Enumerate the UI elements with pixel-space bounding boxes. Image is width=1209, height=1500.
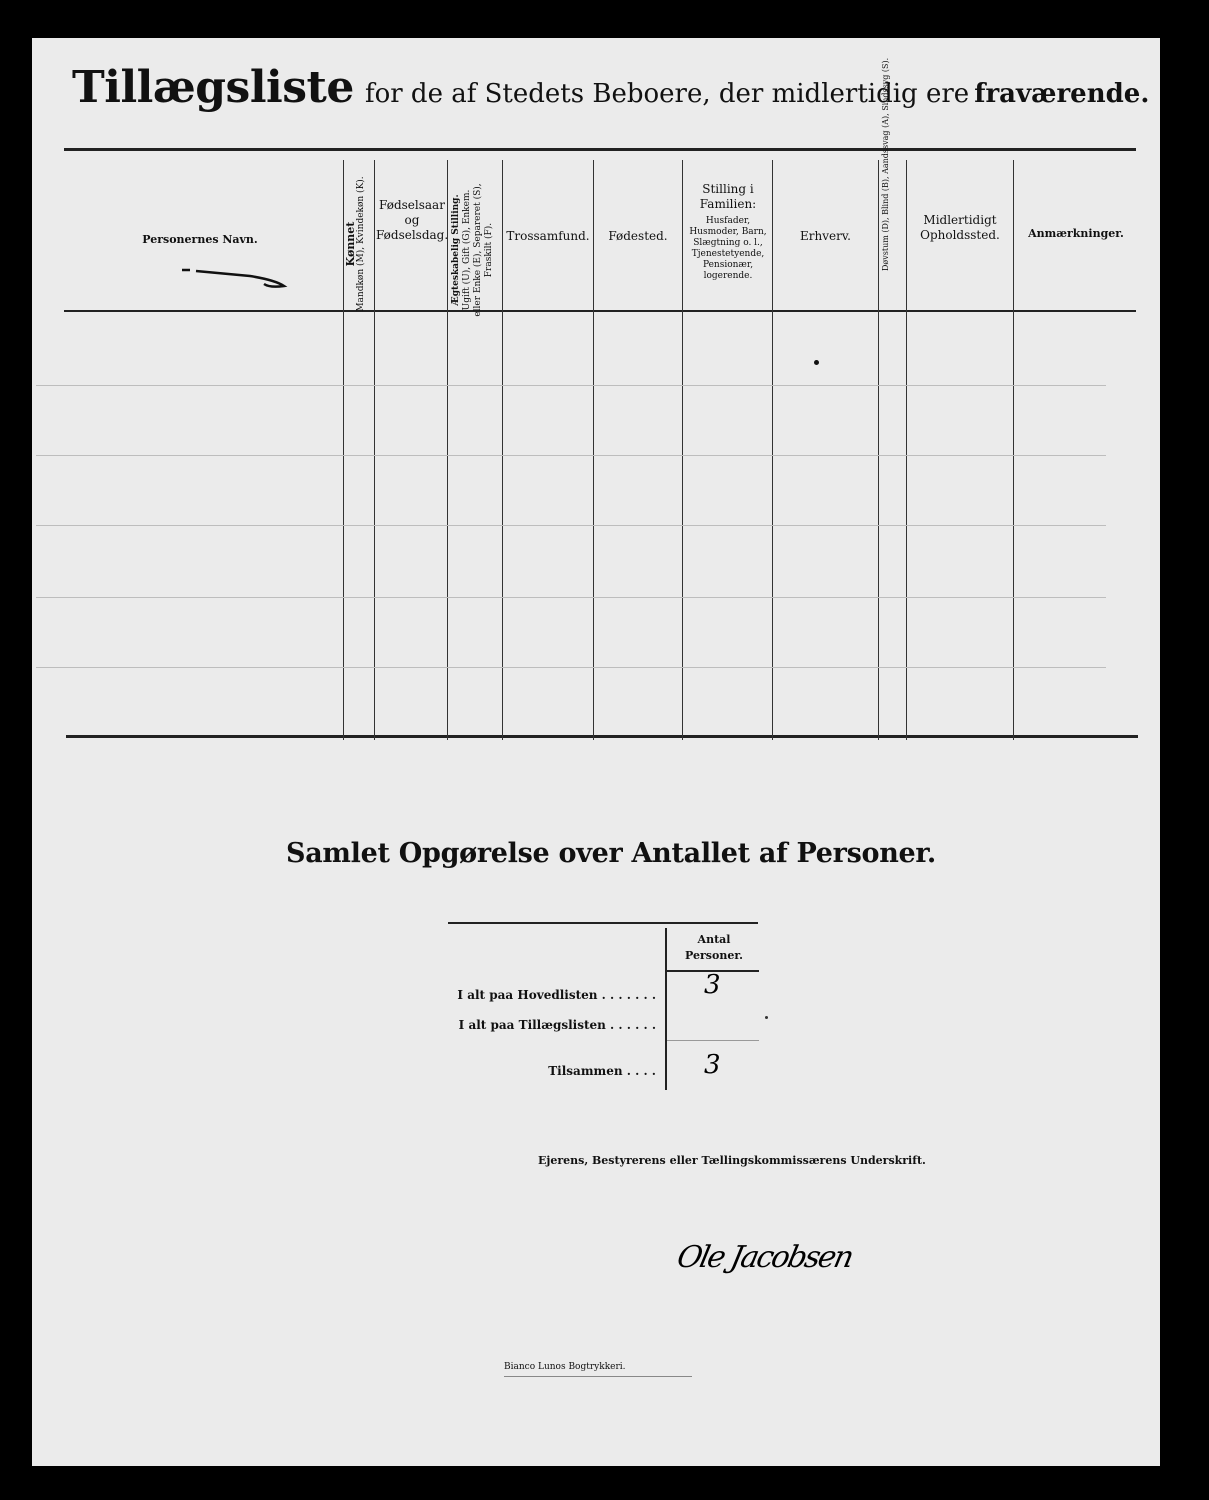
summary-title: Samlet Opgørelse over Antallet af Personer. [286,838,936,869]
column-divider [1013,160,1014,740]
header-names: Personernes Navn. [142,233,258,246]
table-row-line [36,455,1106,456]
summary-total-rule [667,1040,759,1041]
header-marital-status: Ægteskabelig Stilling. Ugift (U), Gift (G), Enkem. eller Enke (E), Separeret (S), Fraskilt (F). [451,183,494,317]
signature-label: Ejerens, Bestyrerens eller Tællingskommissærens Underskrift. [538,1154,926,1167]
title-emphasis: fraværende. [974,79,1150,109]
printer-imprint: Bianco Lunos Bogtrykkeri. [504,1362,626,1372]
summary-row-total-label: Tilsammen . . . . [548,1064,656,1078]
table-bottom-rule [66,735,1138,738]
header-remarks: Anmærkninger. [1028,227,1124,240]
column-divider [682,160,683,740]
ink-dot [814,360,819,365]
header-temporary-residence: Midlertidigt Opholdssted. [920,213,1000,242]
printer-underline [504,1376,692,1377]
header-religion: Trossamfund. [506,229,590,243]
column-divider [374,160,375,740]
header-occupation: Erhverv. [799,229,851,243]
summary-row-supplement-label: I alt paa Tillægslisten . . . . . . [458,1018,656,1032]
column-divider [906,160,907,740]
summary-col-header: Antal Personer. [685,933,743,962]
table-row-line [36,385,1106,386]
summary-top-rule [448,922,758,924]
title-subtitle: for de af Stedets Beboere, der midlertidig ere [364,79,970,109]
table-row-line [36,667,1106,668]
column-divider [593,160,594,740]
column-divider [878,160,879,740]
column-divider [772,160,773,740]
header-family-position: Stilling i Familien: Husfader, Husmoder, Barn, Slægtning o. l., Tjenestetyende, Pensionær, logerende. [689,182,767,281]
header-birthplace: Fødested. [608,229,668,243]
column-divider [502,160,503,740]
summary-divider [665,928,667,1090]
table-top-rule [64,148,1136,151]
summary-row-main-list-label: I alt paa Hovedlisten . . . . . . . [457,988,656,1002]
form-title [72,62,1149,113]
table-row-line [36,525,1106,526]
table-row-line [36,597,1106,598]
header-sex: Kønnet Mandkøn (M), Kvindekøn (K). [344,176,366,312]
census-form-page [32,38,1160,1466]
summary-row-total-value: 3 [704,1050,721,1080]
handwritten-signature: Ole Jacobsen [673,1240,856,1275]
pointing-hand-mark [180,268,288,290]
column-divider [447,160,448,740]
summary-row-main-list-value: 3 [704,970,721,1000]
title-main: Tillægsliste [72,62,354,113]
ink-dot [765,1016,768,1019]
header-bottom-rule [64,310,1136,312]
header-birth: Fødselsaar og Fødselsdag. [376,198,449,242]
header-disability: Døvstum (D), Blind (B), Aandssvag (A), Sindssyg (S). [881,57,890,271]
